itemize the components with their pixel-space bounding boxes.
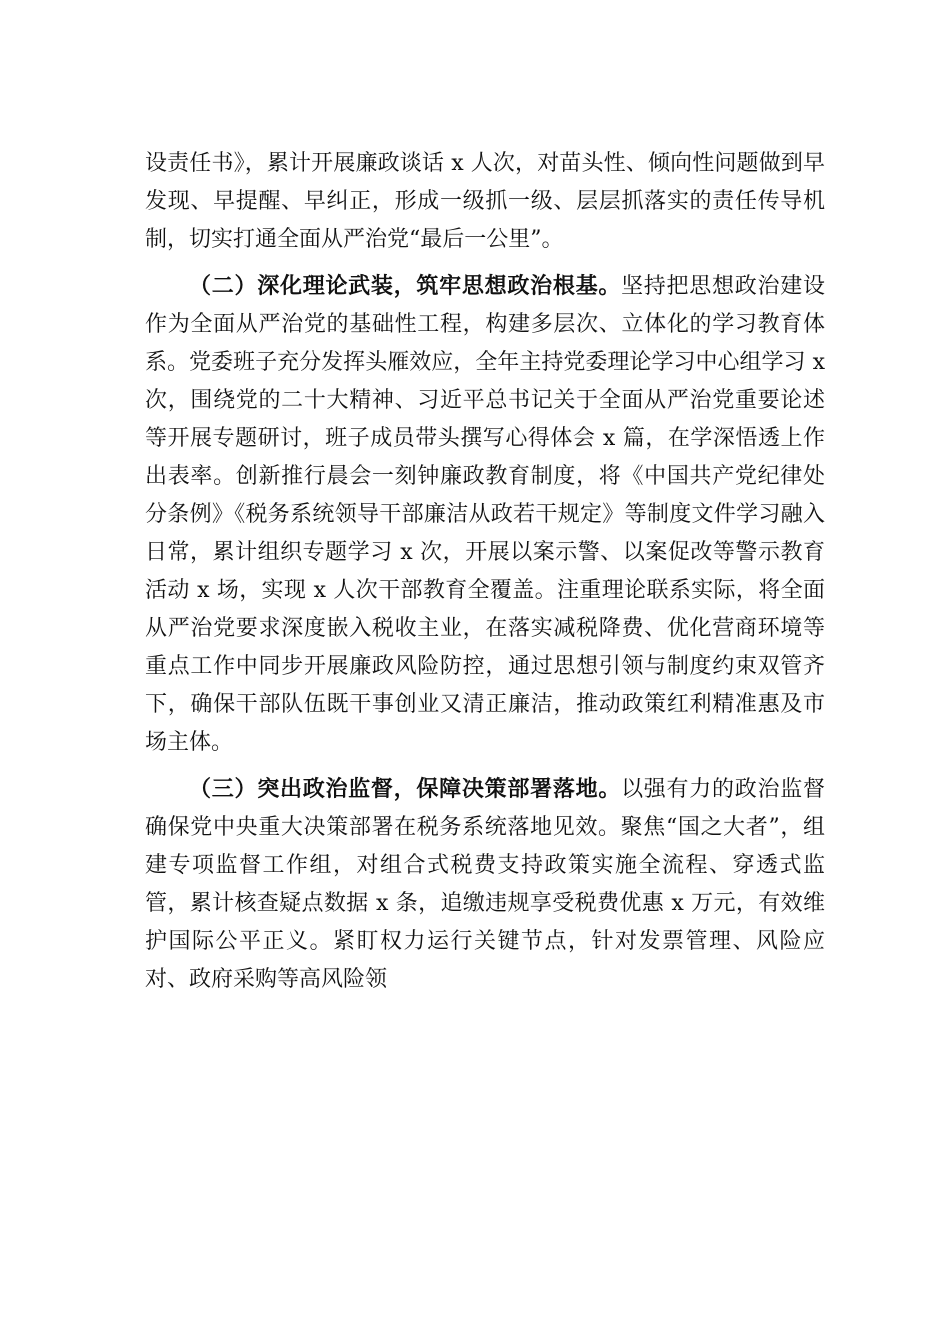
paragraph-body-text: 设责任书》，累计开展廉政谈话 x 人次，对苗头性、倾向性问题做到早发现、早提醒、早纠正，形成一级抓一级、层层抓落实的责任传导机制，切实打通全面从严治党“最后一公里”。 xyxy=(145,151,825,252)
section-3-body-text: 以强有力的政治监督确保党中央重大决策部署在税务系统落地见效。聚焦“国之大者”，组建专项监督工作组，对组合式税费支持政策实施全流程、穿透式监管，累计核查疑点数据 x 条，追缴违规享受税费优惠 x 万元，有效维护国际公平正义。紧盯权力运行关键节点，针对发票管理、风险应对、政府采购等高风险领 xyxy=(145,777,825,992)
paragraph-continuation xyxy=(145,145,825,259)
paragraph-section-2 xyxy=(145,267,825,762)
section-3-heading: （三）突出政治监督，保障决策部署落地。 xyxy=(189,776,622,802)
section-2-heading: （二）深化理论武装，筑牢思想政治根基。 xyxy=(189,273,622,299)
document-body xyxy=(145,145,825,1007)
section-2-body-text: 坚持把思想政治建设作为全面从严治党的基础性工程，构建多层次、立体化的学习教育体系。党委班子充分发挥头雁效应，全年主持党委理论学习中心组学习 x 次，围绕党的二十大精神、习近平总书记关于全面从严治党重要论述等开展专题研讨，班子成员带头撰写心得体会 x 篇，在学深悟透上作出表率。创新推行晨会一刻钟廉政教育制度，将《中国共产党纪律处分条例》《税务系统领导干部廉洁从政若干规定》等制度文件学习融入日常，累计组织专题学习 x 次，开展以案示警、以案促改等警示教育活动 x 场，实现 x 人次干部教育全覆盖。注重理论联系实际，将全面从严治党要求深度嵌入税收主业，在落实减税降费、优化营商环境等重点工作中同步开展廉政风险防控，通过思想引领与制度约束双管齐下，确保干部队伍既干事创业又清正廉洁，推动政策红利精准惠及市场主体。 xyxy=(145,274,825,755)
paragraph-section-3 xyxy=(145,770,825,999)
